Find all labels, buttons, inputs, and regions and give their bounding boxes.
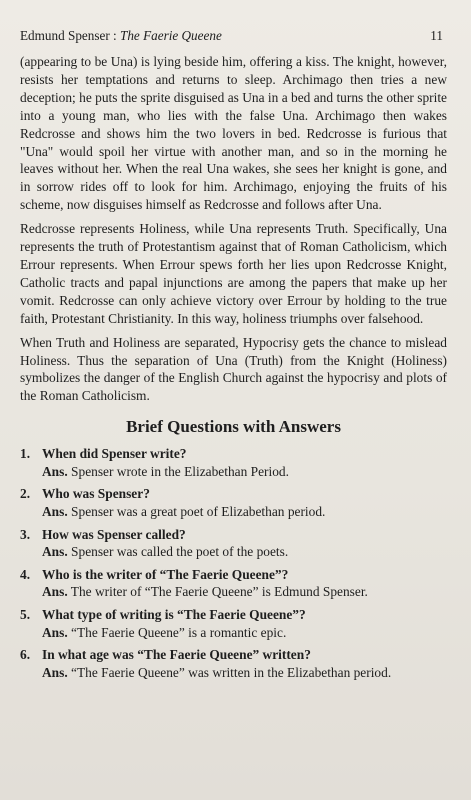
qa-item <box>20 445 447 480</box>
answer-label: Ans. <box>42 544 68 560</box>
answer-label: Ans. <box>42 504 68 519</box>
qa-number: 2. <box>20 486 31 502</box>
answer-text: The writer of “The Faerie Queene” is Edmund Spenser. <box>70 584 368 600</box>
qa-answer <box>42 503 447 521</box>
answer-text: “The Faerie Queene” is a romantic epic. <box>71 624 287 640</box>
qa-question: When did Spenser write? <box>42 446 187 462</box>
qa-number: 3. <box>20 526 31 542</box>
qa-item <box>20 606 447 641</box>
page-number: 11 <box>430 28 443 43</box>
qa-number: 6. <box>20 647 31 663</box>
answer-text: “The Faerie Queene” was written in the Elizabethan period. <box>71 664 392 680</box>
qa-item <box>20 566 447 601</box>
qa-number: 5. <box>20 606 31 622</box>
body-paragraph: (appearing to be Una) is lying beside him, offering a kiss. The knight, however, resists her temptations and returns to sleep. Archimago then tries a new deception; he puts the sprite disguised as Una in a bed and turns the other sprite into a young man, who lies with the false Una. Archimago then wakes Redcrosse and shows him the two lovers in bed. Redcrosse is furious that "Una" would spoil her virtue with another man, and so in the morning he leaves without her. When the real Una wakes, she sees her knight is gone, and in sorrow rides off to look for him. Archimago, enjoying the fruits of his scheme, now disguises himself as Redcrosse and follows after Una. <box>20 54 447 213</box>
answer-label: Ans. <box>42 463 68 479</box>
qa-question: What type of writing is “The Faerie Queene”? <box>42 606 306 622</box>
answer-text: Spenser was called the poet of the poets. <box>71 544 289 560</box>
answer-label: Ans. <box>42 664 68 680</box>
section-heading: Brief Questions with Answers <box>126 417 341 437</box>
body-paragraph: When Truth and Holiness are separated, Hypocrisy gets the chance to mislead Holiness. Thus the separation of Una (Truth) from the Knight (Holiness) symbolizes the danger of the English Church against the hypocrisy and plots of the Roman Catholicism. <box>20 334 447 404</box>
header-work-title: The Faerie Queene <box>120 28 222 43</box>
body-paragraph: Redcrosse represents Holiness, while Una represents Truth. Specifically, Una represents the truth of Protestantism against that of Roman Catholicism, which Errour represents. When Errour spews forth her lies upon Redcrosse Knight, Catholic tracts and papal injunctions are among the papers that make up her vomit. Redcrosse can only achieve victory over Errour by holding to the true faith, Protestant Christianity. In this way, holiness triumphs over falsehood. <box>20 221 447 326</box>
answer-text: Spenser was a great poet of Elizabethan period. <box>71 504 326 519</box>
qa-question: Who is the writer of “The Faerie Queene”? <box>42 566 289 582</box>
header-author: Edmund Spenser : <box>20 28 120 43</box>
qa-question: Who was Spenser? <box>42 486 150 502</box>
answer-label: Ans. <box>42 584 68 600</box>
qa-item <box>20 646 447 681</box>
qa-question: In what age was “The Faerie Queene” written? <box>42 647 311 663</box>
qa-answer <box>42 543 447 561</box>
qa-answer <box>42 664 447 682</box>
qa-question: How was Spenser called? <box>42 526 186 542</box>
qa-answer <box>42 583 447 601</box>
running-header <box>20 28 447 44</box>
qa-answer <box>42 624 447 642</box>
answer-label: Ans. <box>42 624 68 640</box>
answer-text: Spenser wrote in the Elizabethan Period. <box>71 463 289 479</box>
qa-answer <box>42 463 447 481</box>
qa-number: 4. <box>20 566 31 582</box>
qa-item <box>20 485 447 520</box>
header-title <box>20 28 222 44</box>
qa-list <box>20 445 447 681</box>
qa-item <box>20 526 447 561</box>
qa-number: 1. <box>20 446 31 462</box>
